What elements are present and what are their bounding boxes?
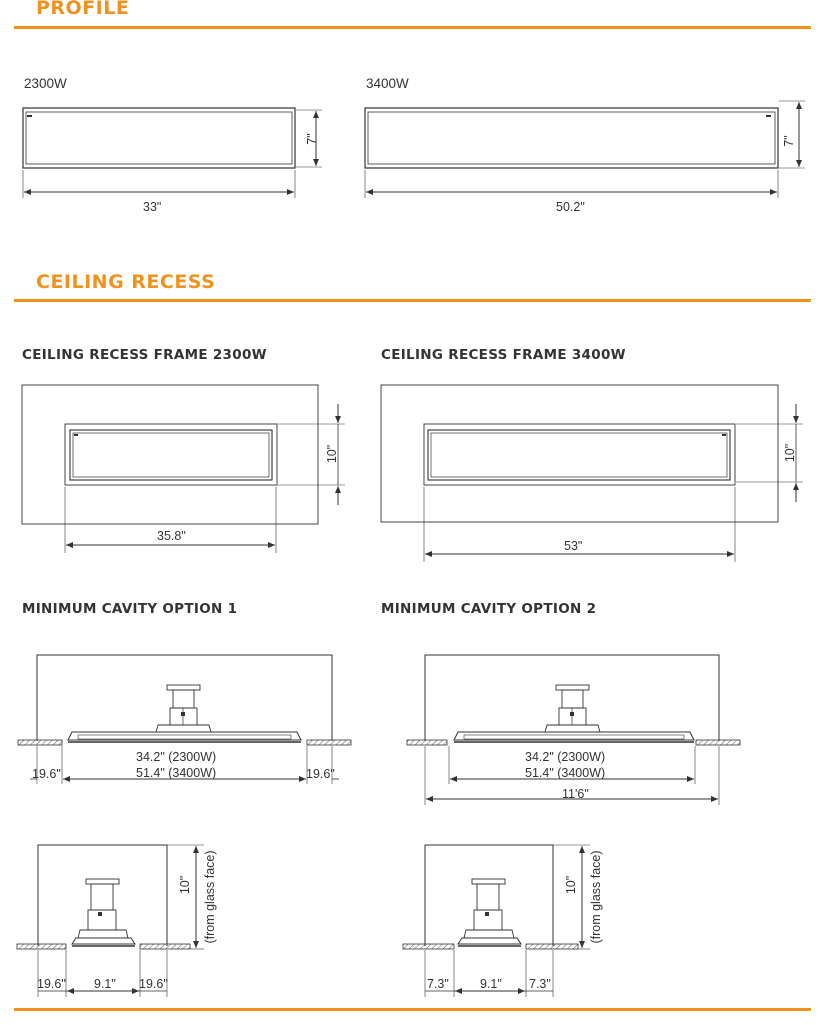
option1-side-height: 10" [178, 875, 192, 895]
profile-2300-label: 2300W [24, 76, 67, 91]
option2-total-width: 11'6" [562, 787, 589, 801]
frame-2300-height-dim: 10" [325, 444, 339, 464]
cavity-option2-side-drawing [403, 845, 590, 997]
option2-width-2300: 34.2" (2300W) [525, 750, 606, 764]
option1-side-center: 9.1" [94, 977, 116, 991]
option1-right-clearance: 19.6" [306, 767, 335, 781]
frame-3400-height-dim: 10" [783, 443, 797, 463]
section-title-profile: PROFILE [36, 0, 130, 19]
option1-left-clearance: 19.6" [32, 767, 61, 781]
frame-3400-width-dim: 53" [564, 539, 583, 553]
profile-2300-height-dim: 7" [305, 133, 319, 145]
profile-3400-height-dim: 7" [782, 135, 796, 147]
option1-width-3400: 51.4" (3400W) [136, 766, 217, 780]
option1-side-left: 19.6" [37, 977, 66, 991]
recess-frame-2300-drawing [22, 385, 345, 553]
profile-2300-width-dim: 33" [143, 200, 162, 214]
profile-3400-width-dim: 50.2" [556, 200, 585, 214]
option1-side-height-note: (from glass face) [203, 850, 217, 944]
cavity-option1-side-drawing [17, 845, 204, 997]
frame-3400-title: CEILING RECESS FRAME 3400W [381, 347, 626, 363]
cavity-option1-title: MINIMUM CAVITY OPTION 1 [22, 601, 238, 617]
profile-3400-drawing [365, 101, 805, 198]
recess-frame-3400-drawing [381, 385, 803, 562]
frame-2300-width-dim: 35.8" [157, 529, 186, 543]
option2-side-right: 7.3" [529, 977, 551, 991]
option1-width-2300: 34.2" (2300W) [136, 750, 217, 764]
option2-side-center: 9.1" [480, 977, 502, 991]
cavity-option1-front-drawing [18, 655, 351, 784]
cavity-option2-title: MINIMUM CAVITY OPTION 2 [381, 601, 597, 617]
frame-2300-title: CEILING RECESS FRAME 2300W [22, 347, 267, 363]
section-title-ceiling-recess: CEILING RECESS [36, 271, 216, 293]
profile-3400-label: 3400W [366, 76, 409, 91]
cavity-option2-front-drawing [407, 655, 740, 805]
option2-width-3400: 51.4" (3400W) [525, 766, 606, 780]
option2-side-height-note: (from glass face) [589, 850, 603, 944]
option1-side-right: 19.6" [139, 977, 168, 991]
profile-2300-drawing [23, 108, 322, 198]
option2-side-height: 10" [564, 875, 578, 895]
option2-side-left: 7.3" [427, 977, 449, 991]
